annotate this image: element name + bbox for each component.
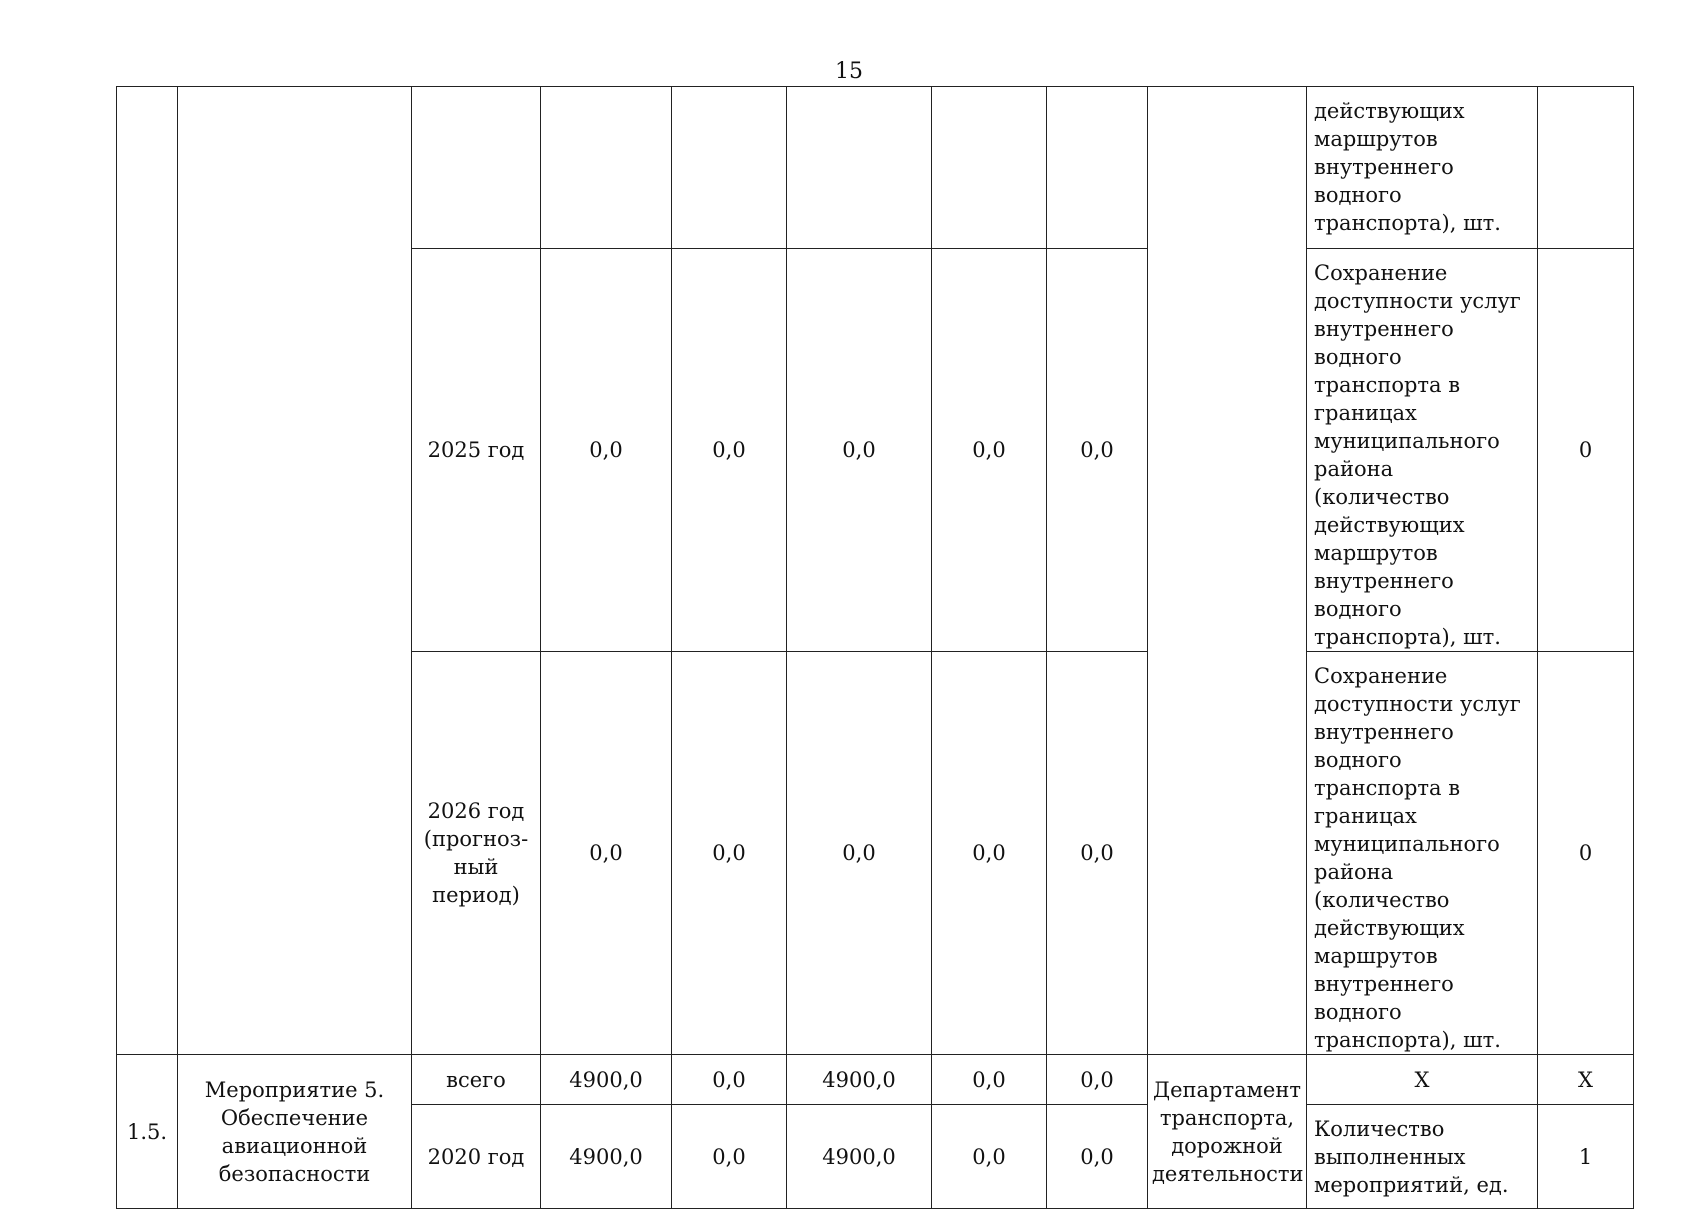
cell-value-empty [1047, 87, 1148, 249]
cell-value: 0,0 [932, 1105, 1047, 1209]
cell-executor: Департамент транспорта, дорожной деятельности [1148, 1055, 1307, 1209]
cell-value: 0,0 [932, 652, 1047, 1055]
cell-value: 4900,0 [787, 1105, 932, 1209]
cell-indicator-value: 1 [1538, 1105, 1634, 1209]
cell-period-empty [412, 87, 541, 249]
cell-indicator-value: 0 [1538, 652, 1634, 1055]
cell-period: всего [412, 1055, 541, 1105]
cell-value: 0,0 [787, 249, 932, 652]
table-row-continuation [117, 87, 1634, 249]
cell-value: 0,0 [672, 1055, 787, 1105]
table-row-measure-1-5-total [117, 1055, 1634, 1105]
cell-value: 0,0 [1047, 1105, 1148, 1209]
cell-indicator-text: Сохранение доступности услуг внутреннего водного транспорта в границах муниципального района (количество действующих маршрутов внутреннего водного транспорта), шт. [1307, 249, 1538, 652]
cell-value: 0,0 [932, 1055, 1047, 1105]
cell-value: 4900,0 [787, 1055, 932, 1105]
cell-value: 0,0 [672, 652, 787, 1055]
cell-value: 0,0 [541, 652, 672, 1055]
cell-value: 0,0 [672, 1105, 787, 1209]
cell-period: 2026 год (прогноз-ный период) [412, 652, 541, 1055]
cell-value: 4900,0 [541, 1105, 672, 1209]
cell-value-empty [932, 87, 1047, 249]
cell-measure-name: Мероприятие 5. Обеспечение авиационной безопасности [178, 1055, 412, 1209]
cell-indicator-value: Х [1538, 1055, 1634, 1105]
cell-value: 0,0 [672, 249, 787, 652]
cell-value: 0,0 [541, 249, 672, 652]
cell-value-empty [672, 87, 787, 249]
cell-indicator-value: 0 [1538, 249, 1634, 652]
cell-value: 0,0 [932, 249, 1047, 652]
cell-value-empty [541, 87, 672, 249]
cell-measure-empty [178, 87, 412, 1055]
cell-number: 1.5. [117, 1055, 178, 1209]
cell-value-empty [787, 87, 932, 249]
cell-period: 2020 год [412, 1105, 541, 1209]
page-number: 15 [835, 59, 863, 84]
cell-indicator-text: Сохранение доступности услуг внутреннего водного транспорта в границах муниципального района (количество действующих маршрутов внутреннего водного транспорта), шт. [1307, 652, 1538, 1055]
cell-value: 0,0 [1047, 249, 1148, 652]
cell-value: 4900,0 [541, 1055, 672, 1105]
cell-value: 0,0 [1047, 652, 1148, 1055]
cell-indicator-text: Х [1307, 1055, 1538, 1105]
cell-value: 0,0 [1047, 1055, 1148, 1105]
cell-number-empty [117, 87, 178, 1055]
cell-indicator-text: действующих маршрутов внутреннего водного транспорта), шт. [1307, 87, 1538, 249]
cell-indicator-text: Количество выполненных мероприятий, ед. [1307, 1105, 1538, 1209]
program-measures-table [116, 86, 1634, 1209]
cell-executor-empty [1148, 87, 1307, 1055]
cell-indicator-value-empty [1538, 87, 1634, 249]
cell-value: 0,0 [787, 652, 932, 1055]
cell-period: 2025 год [412, 249, 541, 652]
